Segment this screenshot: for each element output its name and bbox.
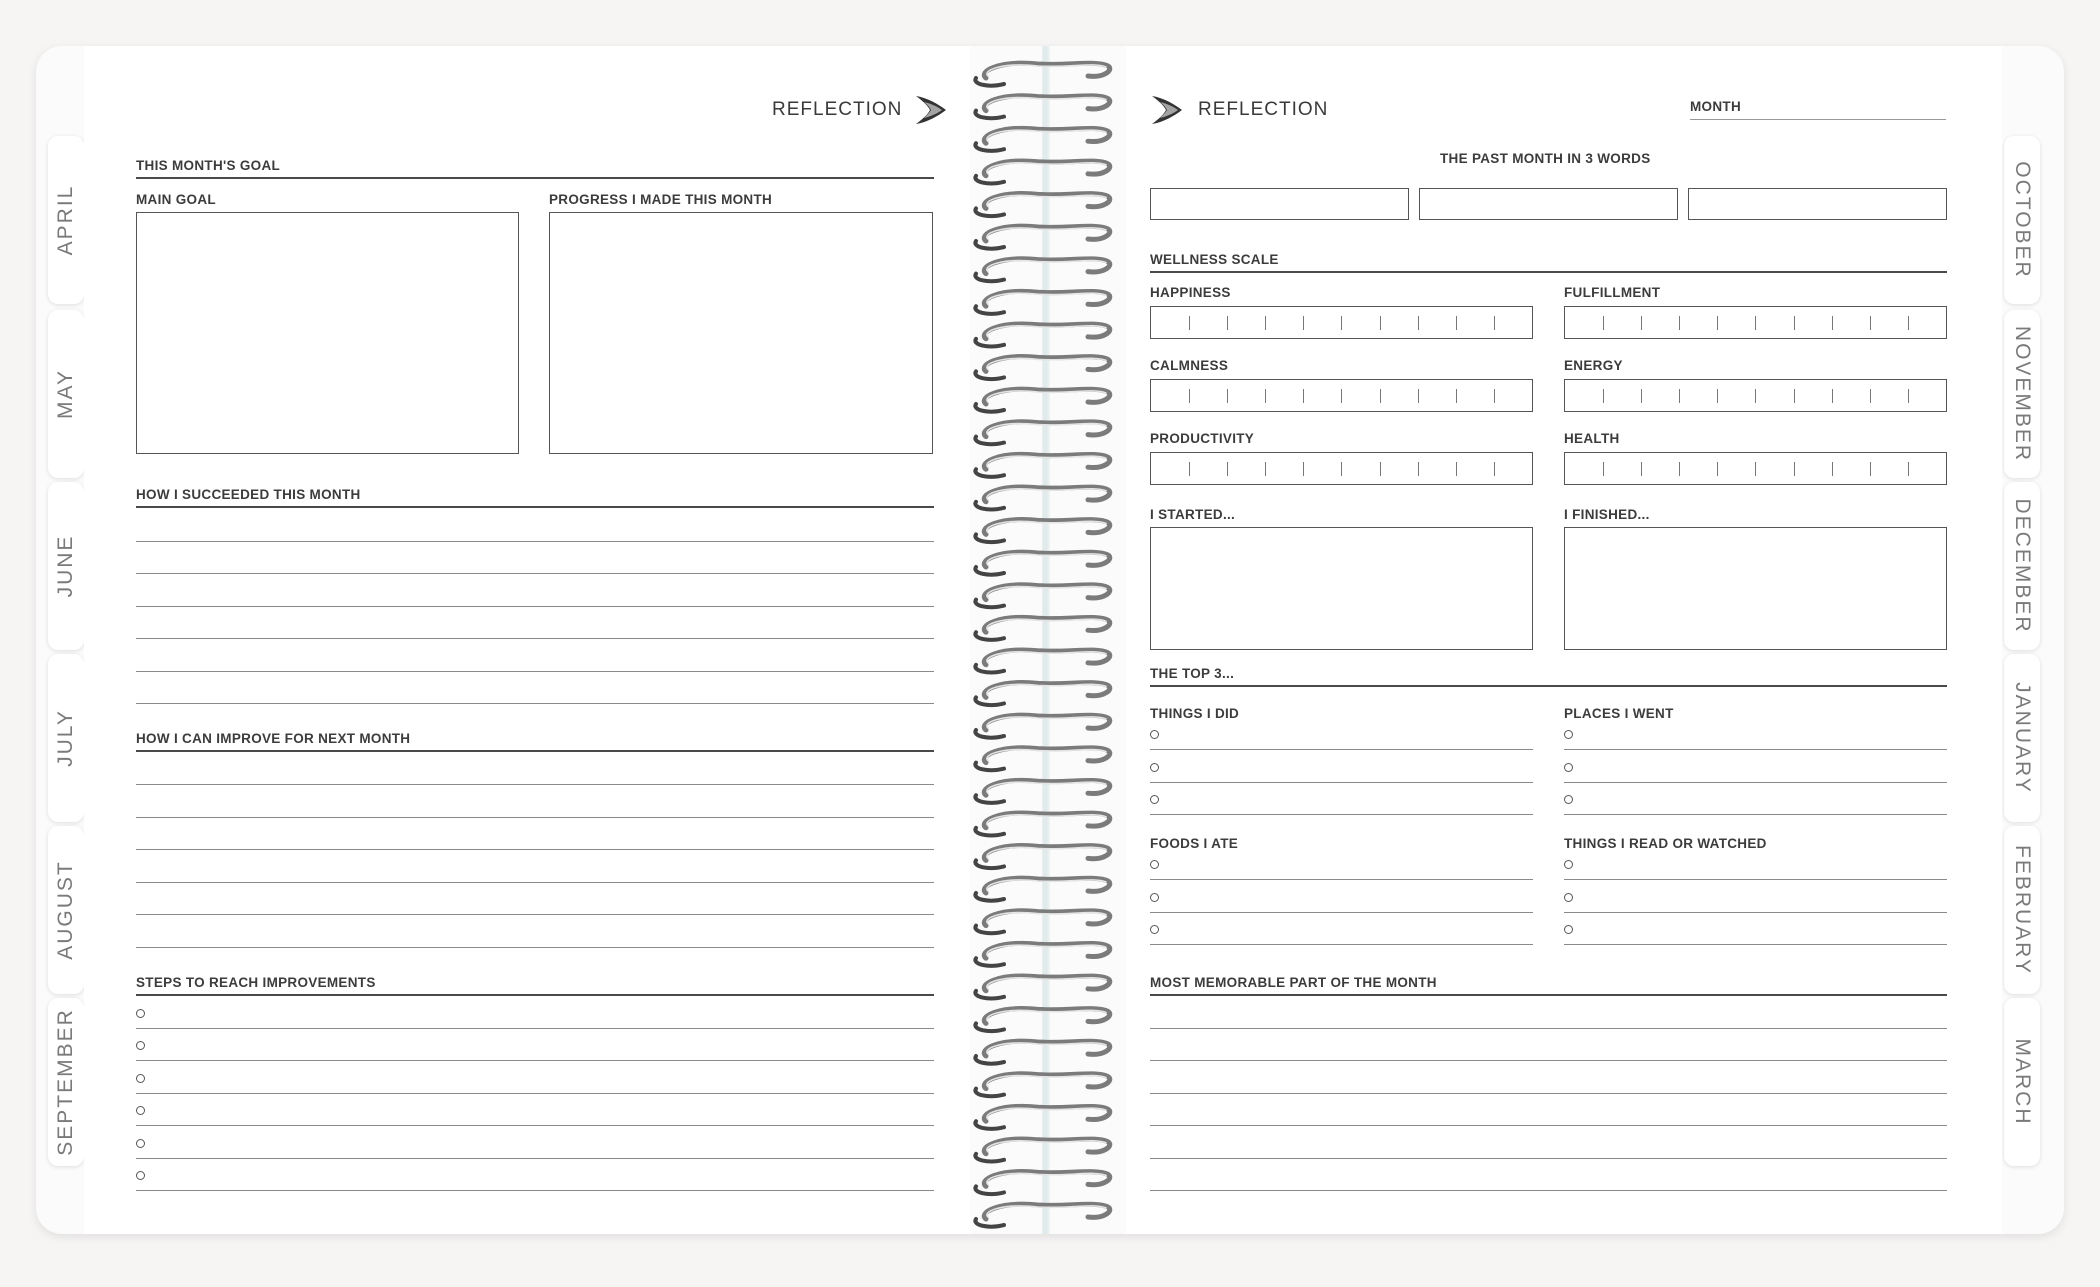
- tab-label: MAY: [54, 369, 77, 419]
- tab-label: AUGUST: [54, 860, 77, 960]
- goal-section-label: THIS MONTH'S GOAL: [136, 158, 281, 173]
- started-box[interactable]: [1150, 527, 1533, 650]
- tab-june[interactable]: [48, 482, 84, 650]
- writing-line[interactable]: [136, 1093, 934, 1094]
- writing-line[interactable]: [1564, 782, 1947, 783]
- tab-label: JULY: [54, 709, 77, 767]
- bullet-circle-icon[interactable]: [136, 1009, 145, 1018]
- happiness-scale[interactable]: [1150, 306, 1533, 339]
- writing-line[interactable]: [1150, 1158, 1947, 1159]
- spiral-coils-icon: [968, 46, 1128, 1234]
- word-box-2[interactable]: [1419, 188, 1678, 220]
- tab-november[interactable]: [2004, 310, 2040, 478]
- writing-line[interactable]: [1150, 944, 1533, 945]
- writing-line[interactable]: [136, 882, 934, 883]
- writing-line[interactable]: [1150, 1190, 1947, 1191]
- fulfillment-label: FULFILLMENT: [1564, 285, 1661, 300]
- month-label: MONTH: [1690, 99, 1741, 114]
- leaf-logo-icon: [1150, 92, 1186, 128]
- finished-label: I FINISHED...: [1564, 507, 1650, 522]
- finished-box[interactable]: [1564, 527, 1947, 650]
- writing-line[interactable]: [136, 849, 934, 850]
- word-box-1[interactable]: [1150, 188, 1409, 220]
- writing-line[interactable]: [136, 638, 934, 639]
- tab-label: SEPTEMBER: [54, 1008, 77, 1156]
- improve-label: HOW I CAN IMPROVE FOR NEXT MONTH: [136, 731, 411, 746]
- tab-july[interactable]: [48, 654, 84, 822]
- tab-september[interactable]: [48, 998, 84, 1166]
- writing-line[interactable]: [136, 703, 934, 704]
- page-title: REFLECTION: [772, 99, 903, 120]
- energy-label: ENERGY: [1564, 358, 1623, 373]
- writing-line[interactable]: [136, 784, 934, 785]
- calmness-scale[interactable]: [1150, 379, 1533, 412]
- writing-line[interactable]: [1150, 749, 1533, 750]
- word-box-3[interactable]: [1688, 188, 1947, 220]
- writing-line[interactable]: [136, 1158, 934, 1159]
- steps-label: STEPS TO REACH IMPROVEMENTS: [136, 975, 376, 990]
- writing-line[interactable]: [136, 573, 934, 574]
- writing-line[interactable]: [1150, 1125, 1947, 1126]
- divider: [136, 750, 934, 752]
- top3-label: THE TOP 3...: [1150, 666, 1235, 681]
- places-went-label: PLACES I WENT: [1564, 706, 1674, 721]
- divider: [1150, 994, 1947, 996]
- happiness-label: HAPPINESS: [1150, 285, 1231, 300]
- tab-august[interactable]: [48, 826, 84, 994]
- writing-line[interactable]: [136, 1060, 934, 1061]
- tab-label: JANUARY: [2011, 682, 2034, 794]
- writing-line[interactable]: [1564, 749, 1947, 750]
- calmness-label: CALMNESS: [1150, 358, 1229, 373]
- writing-line[interactable]: [136, 1125, 934, 1126]
- writing-line[interactable]: [1150, 1060, 1947, 1061]
- wellness-label: WELLNESS SCALE: [1150, 252, 1279, 267]
- writing-line[interactable]: [136, 1028, 934, 1029]
- writing-line[interactable]: [1564, 912, 1947, 913]
- foods-ate-label: FOODS I ATE: [1150, 836, 1239, 851]
- tab-label: APRIL: [54, 184, 77, 256]
- tab-february[interactable]: [2004, 826, 2040, 994]
- tab-december[interactable]: [2004, 482, 2040, 650]
- writing-line[interactable]: [136, 541, 934, 542]
- energy-scale[interactable]: [1564, 379, 1947, 412]
- tab-label: JUNE: [54, 534, 77, 598]
- left-page-header: [772, 92, 950, 128]
- writing-line[interactable]: [136, 947, 934, 948]
- bullet-circle-icon[interactable]: [1150, 763, 1159, 772]
- divider: [136, 506, 934, 508]
- memorable-label: MOST MEMORABLE PART OF THE MONTH: [1150, 975, 1437, 990]
- bullet-circle-icon[interactable]: [1150, 893, 1159, 902]
- writing-line[interactable]: [1564, 879, 1947, 880]
- bullet-circle-icon[interactable]: [136, 1139, 145, 1148]
- bullet-circle-icon[interactable]: [1150, 730, 1159, 739]
- bullet-circle-icon[interactable]: [1564, 795, 1573, 804]
- bullet-circle-icon[interactable]: [1150, 795, 1159, 804]
- writing-line[interactable]: [1150, 879, 1533, 880]
- writing-line[interactable]: [136, 671, 934, 672]
- divider: [136, 994, 934, 996]
- fulfillment-scale[interactable]: [1564, 306, 1947, 339]
- main-goal-box[interactable]: [136, 212, 519, 454]
- succeeded-label: HOW I SUCCEEDED THIS MONTH: [136, 487, 361, 502]
- productivity-label: PRODUCTIVITY: [1150, 431, 1255, 446]
- right-page: [1126, 46, 2002, 1234]
- left-page: [84, 46, 970, 1234]
- right-page-header: [1150, 92, 1328, 128]
- started-label: I STARTED...: [1150, 507, 1236, 522]
- writing-line[interactable]: [1564, 944, 1947, 945]
- leaf-logo-icon: [914, 92, 950, 128]
- divider: [1150, 271, 1947, 273]
- writing-line[interactable]: [1150, 1028, 1947, 1029]
- tab-label: NOVEMBER: [2011, 325, 2034, 463]
- tab-march[interactable]: [2004, 998, 2040, 1166]
- progress-box[interactable]: [549, 212, 933, 454]
- bullet-circle-icon[interactable]: [1564, 763, 1573, 772]
- bullet-circle-icon[interactable]: [136, 1041, 145, 1050]
- productivity-scale[interactable]: [1150, 452, 1533, 485]
- tab-may[interactable]: [48, 310, 84, 478]
- three-words-label: THE PAST MONTH IN 3 WORDS: [1440, 151, 1651, 166]
- bullet-circle-icon[interactable]: [136, 1074, 145, 1083]
- writing-line[interactable]: [1150, 814, 1533, 815]
- things-did-label: THINGS I DID: [1150, 706, 1240, 721]
- month-field[interactable]: [1690, 119, 1946, 120]
- tab-label: FEBRUARY: [2011, 845, 2034, 975]
- tab-label: OCTOBER: [2011, 161, 2034, 279]
- progress-label: PROGRESS I MADE THIS MONTH: [549, 192, 773, 207]
- tab-label: DECEMBER: [2011, 498, 2034, 634]
- health-scale[interactable]: [1564, 452, 1947, 485]
- tab-january[interactable]: [2004, 654, 2040, 822]
- bullet-circle-icon[interactable]: [1564, 860, 1573, 869]
- writing-line[interactable]: [136, 1190, 934, 1191]
- writing-line[interactable]: [136, 817, 934, 818]
- bullet-circle-icon[interactable]: [1564, 925, 1573, 934]
- main-goal-label: MAIN GOAL: [136, 192, 216, 207]
- read-watched-label: THINGS I READ OR WATCHED: [1564, 836, 1767, 851]
- writing-line[interactable]: [136, 606, 934, 607]
- writing-line[interactable]: [1564, 814, 1947, 815]
- bullet-circle-icon[interactable]: [1150, 925, 1159, 934]
- tab-april[interactable]: [48, 136, 84, 304]
- bullet-circle-icon[interactable]: [136, 1171, 145, 1180]
- writing-line[interactable]: [1150, 782, 1533, 783]
- bullet-circle-icon[interactable]: [1150, 860, 1159, 869]
- writing-line[interactable]: [1150, 912, 1533, 913]
- health-label: HEALTH: [1564, 431, 1620, 446]
- divider: [136, 177, 934, 179]
- bullet-circle-icon[interactable]: [1564, 730, 1573, 739]
- writing-line[interactable]: [136, 914, 934, 915]
- writing-line[interactable]: [1150, 1093, 1947, 1094]
- tab-label: MARCH: [2011, 1038, 2034, 1126]
- bullet-circle-icon[interactable]: [136, 1106, 145, 1115]
- page-title: REFLECTION: [1198, 99, 1329, 120]
- tab-october[interactable]: [2004, 136, 2040, 304]
- divider: [1150, 685, 1947, 687]
- spiral-binding: [968, 46, 1128, 1234]
- bullet-circle-icon[interactable]: [1564, 893, 1573, 902]
